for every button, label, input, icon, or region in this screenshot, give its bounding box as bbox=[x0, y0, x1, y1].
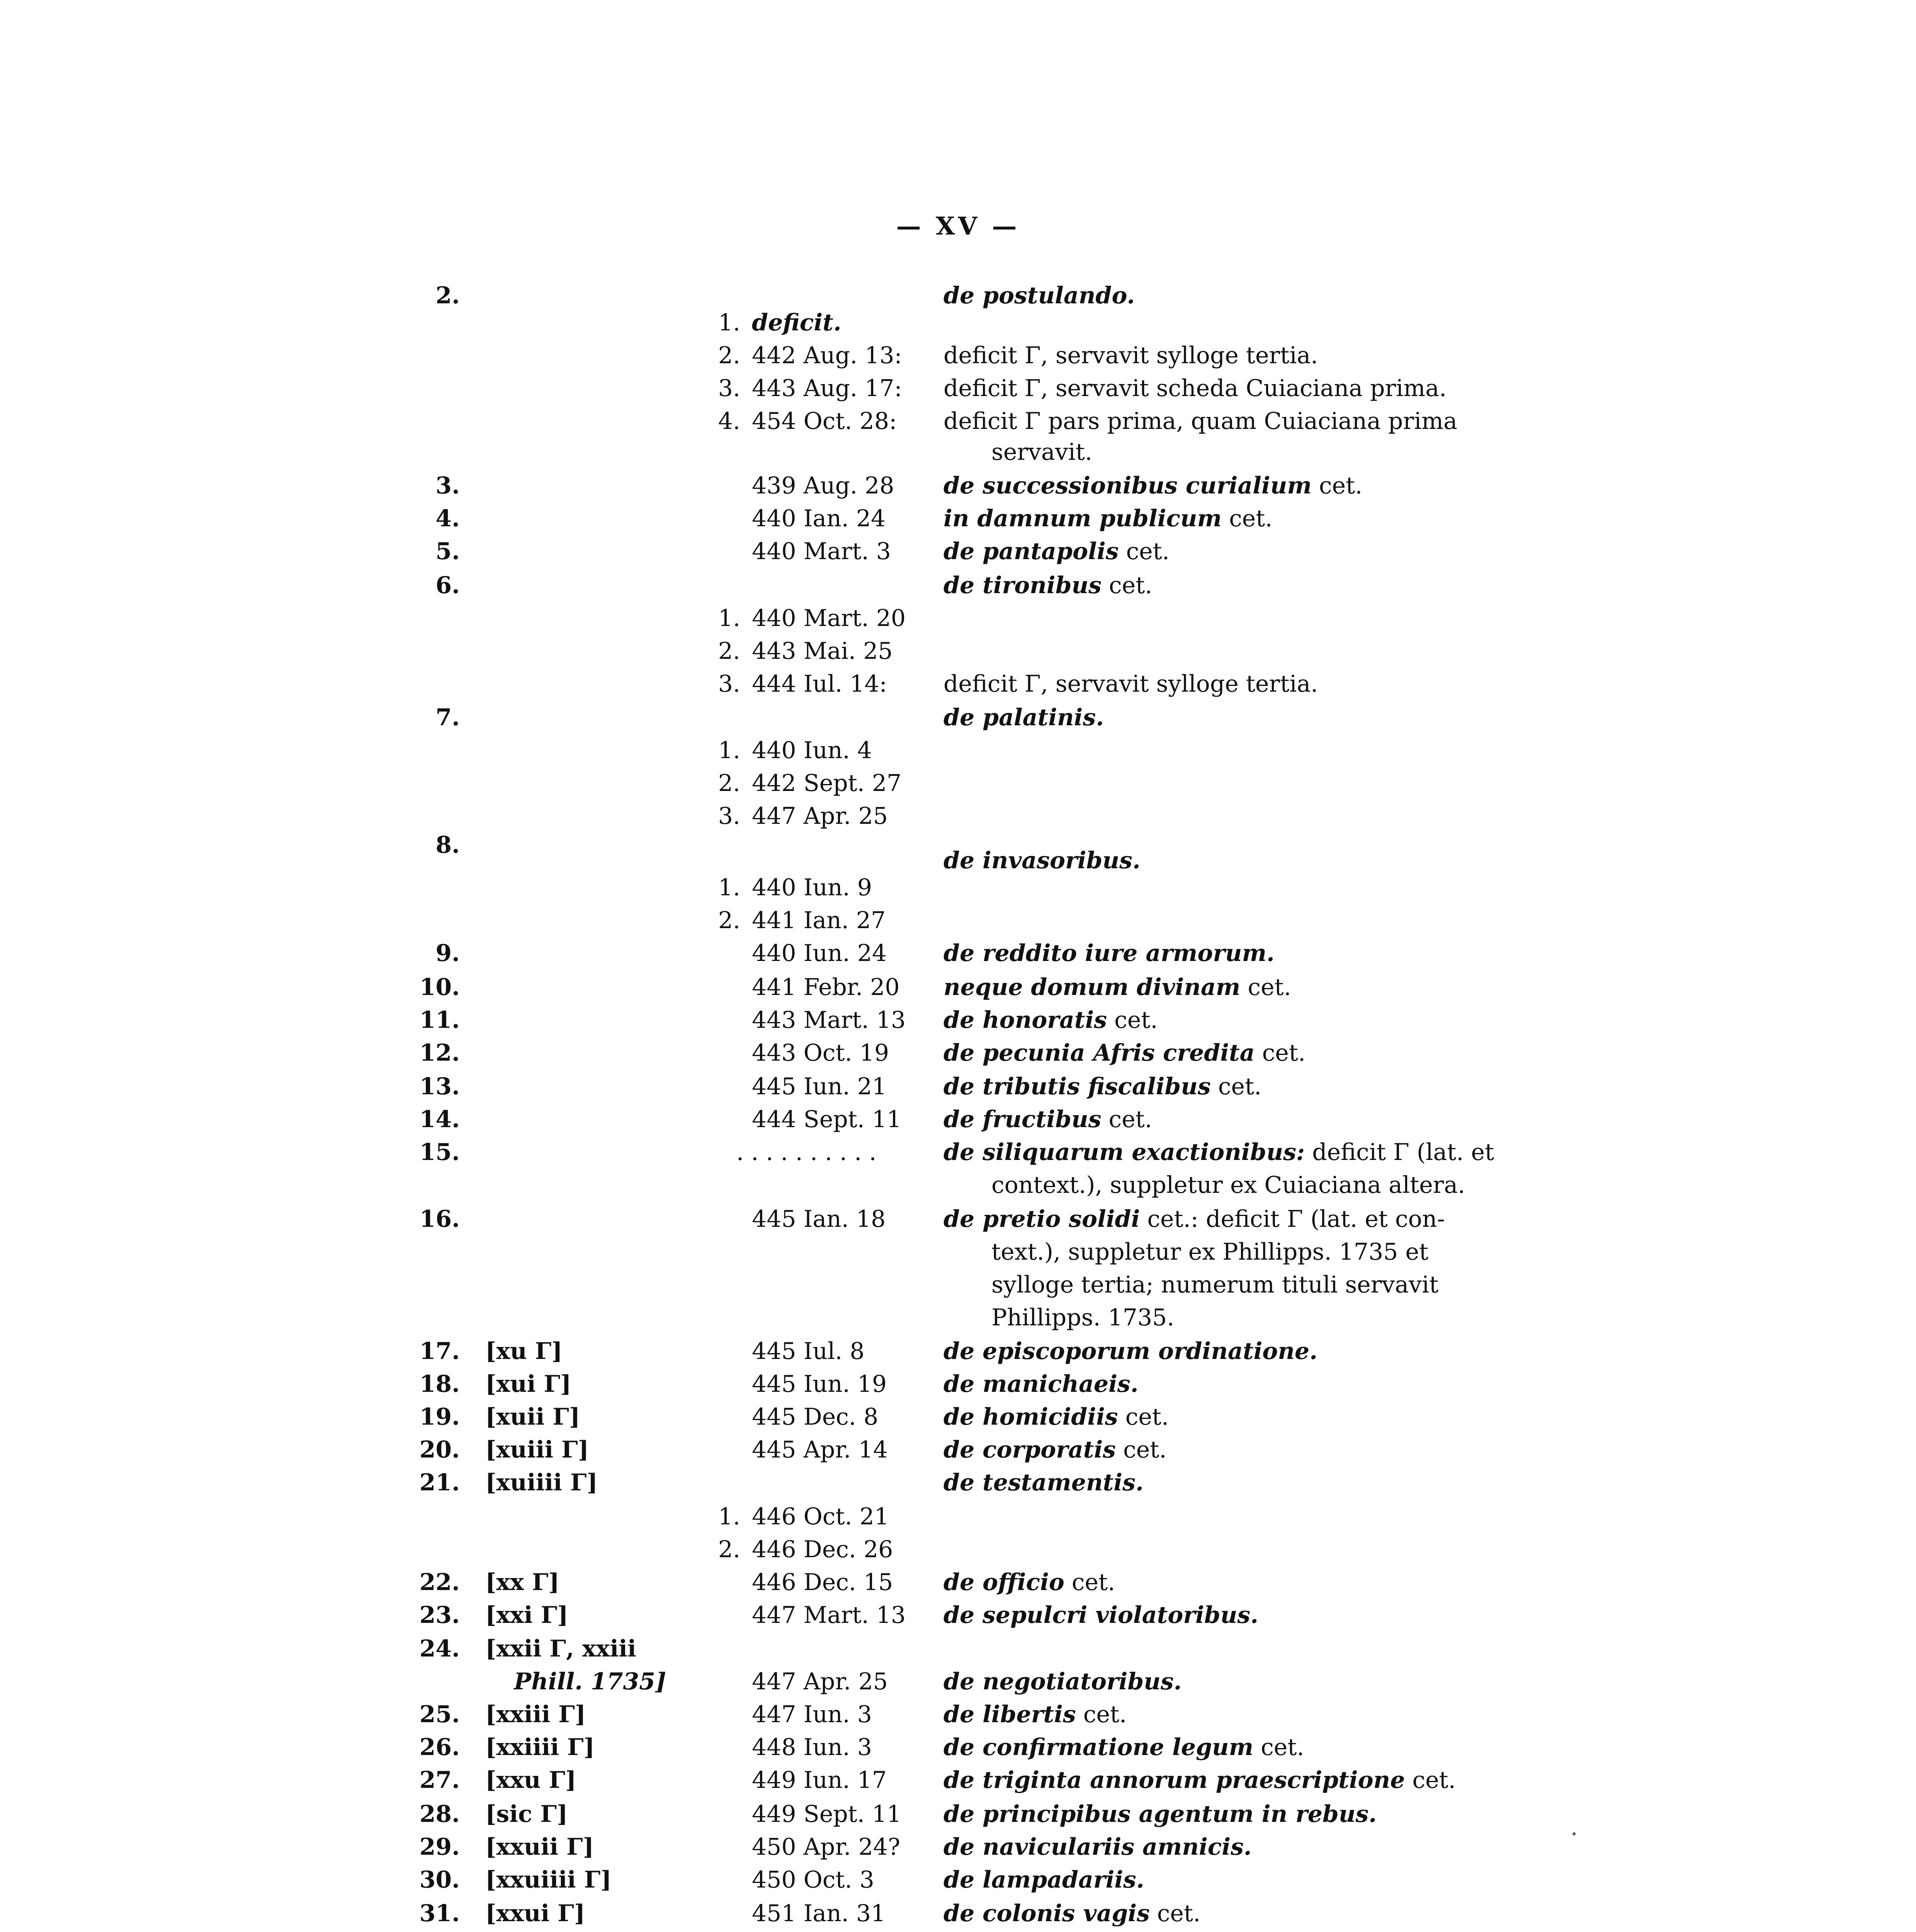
entry-description bbox=[944, 1697, 1127, 1732]
description-title: de colonis vagis bbox=[944, 1900, 1150, 1927]
entry-description bbox=[944, 1367, 1138, 1401]
entry-line bbox=[0, 1168, 1916, 1202]
entry-line bbox=[0, 1565, 1916, 1600]
entry-number: 13. bbox=[419, 1073, 460, 1100]
entry-number: 4. bbox=[435, 505, 460, 532]
entry-number: 23. bbox=[419, 1602, 460, 1629]
entry-description bbox=[944, 1598, 1258, 1633]
description-note: cet. bbox=[1101, 572, 1153, 599]
entry-date: 446 Oct. 21 bbox=[752, 1503, 889, 1530]
entry-number: 16. bbox=[419, 1206, 460, 1233]
gamma-reference: [xxui Γ] bbox=[485, 1900, 585, 1927]
sub-number: 2. bbox=[718, 907, 740, 934]
entry-line bbox=[0, 1499, 1916, 1534]
entry-line bbox=[0, 1598, 1916, 1633]
description-note: cet. bbox=[1118, 1403, 1169, 1430]
sub-number: 4. bbox=[718, 408, 740, 435]
entry-description bbox=[944, 404, 1457, 439]
description-note: cet. bbox=[1149, 1900, 1201, 1927]
description-continuation: sylloge tertia; numerum tituli servavit bbox=[991, 1271, 1439, 1298]
entry-date: 440 Mart. 3 bbox=[752, 538, 891, 565]
entry-number: 17. bbox=[419, 1338, 460, 1365]
entry-date: 443 Mart. 13 bbox=[752, 1007, 906, 1034]
entry-description bbox=[944, 1202, 1445, 1236]
entry-description bbox=[944, 970, 1291, 1005]
entry-line bbox=[0, 1763, 1916, 1798]
description-title: de triginta annorum praescriptione bbox=[944, 1767, 1405, 1794]
entry-line bbox=[0, 936, 1916, 971]
description-note: cet. bbox=[1101, 1106, 1152, 1133]
entry-number: 28. bbox=[419, 1801, 460, 1828]
entry-number: 11. bbox=[419, 1007, 460, 1034]
entry-number: 2. bbox=[435, 282, 460, 309]
entry-line bbox=[0, 371, 1916, 406]
description-note: cet. bbox=[1076, 1701, 1127, 1728]
description-title: de pantapolis bbox=[944, 538, 1119, 565]
sub-number: 2. bbox=[718, 342, 740, 369]
entry-number: 24. bbox=[419, 1635, 460, 1662]
description-title: de episcoporum ordinatione. bbox=[944, 1338, 1318, 1365]
description-title: de confirmatione legum bbox=[944, 1734, 1254, 1761]
entry-description bbox=[944, 1763, 1456, 1798]
entry-date: 445 Iul. 8 bbox=[752, 1338, 865, 1365]
entry-line bbox=[0, 1367, 1916, 1401]
description-title: de testamentis. bbox=[944, 1469, 1144, 1496]
entry-number: 10. bbox=[419, 974, 460, 1001]
entry-line bbox=[0, 1202, 1916, 1236]
sub-number: 3. bbox=[718, 803, 740, 830]
entry-date: 447 Apr. 25 bbox=[752, 1668, 888, 1695]
entry-line bbox=[0, 1929, 1916, 1932]
description-title: de negotiatoribus. bbox=[944, 1668, 1182, 1695]
entry-date-dots: . . . . . . . . . . bbox=[736, 1139, 877, 1166]
entry-line bbox=[0, 468, 1916, 503]
sub-number: 3. bbox=[718, 670, 740, 697]
description-continuation: Phillipps. 1735. bbox=[991, 1304, 1175, 1331]
description-title: de fructibus bbox=[944, 1106, 1102, 1133]
entry-line bbox=[0, 1036, 1916, 1070]
entry-line bbox=[0, 1135, 1916, 1170]
entry-date: 443 Mai. 25 bbox=[752, 638, 893, 665]
entry-number: 7. bbox=[435, 704, 460, 731]
description-title: de postulando. bbox=[944, 282, 1135, 309]
entry-number: 5. bbox=[435, 538, 460, 565]
entry-line bbox=[0, 1862, 1916, 1897]
entry-date: 440 Iun. 4 bbox=[752, 737, 872, 764]
entry-line bbox=[0, 1697, 1916, 1732]
entry-description bbox=[944, 468, 1362, 503]
description-note: deficit Γ, servavit sylloge tertia. bbox=[944, 670, 1318, 697]
entry-line bbox=[0, 766, 1916, 801]
entry-line bbox=[0, 404, 1916, 439]
entry-description bbox=[944, 700, 1104, 735]
entry-line bbox=[0, 733, 1916, 768]
entry-line bbox=[0, 501, 1916, 536]
description-note: deficit Γ pars prima, quam Cuiaciana prima bbox=[944, 408, 1457, 435]
description-note: cet.: deficit Γ (lat. et con- bbox=[1140, 1206, 1445, 1233]
entry-description bbox=[944, 1102, 1152, 1137]
description-title: neque domum divinam bbox=[944, 974, 1241, 1001]
entry-date: 447 Apr. 25 bbox=[752, 803, 888, 830]
gamma-reference: [xxii Γ, xxiii bbox=[485, 1635, 636, 1662]
entry-description bbox=[944, 1069, 1261, 1104]
entry-date: 449 Sept. 11 bbox=[752, 1801, 902, 1828]
entry-number: 29. bbox=[419, 1833, 460, 1861]
description-title: de naviculariis amnicis. bbox=[944, 1833, 1252, 1861]
entry-number: 19. bbox=[419, 1403, 460, 1430]
entry-date: 440 Iun. 9 bbox=[752, 874, 872, 901]
entry-description bbox=[944, 1862, 1144, 1897]
entry-description bbox=[944, 1929, 1203, 1932]
sub-number: 2. bbox=[718, 638, 740, 665]
description-title: de manichaeis. bbox=[944, 1371, 1139, 1398]
description-note: cet. bbox=[1115, 1436, 1167, 1463]
gamma-reference-cont: Phill. 1735] bbox=[514, 1668, 666, 1695]
description-title: de pecunia Afris credita bbox=[944, 1039, 1255, 1066]
sub-number: 3. bbox=[718, 375, 740, 402]
description-continuation: text.), suppletur ex Phillipps. 1735 et bbox=[991, 1238, 1428, 1265]
entry-number: 26. bbox=[419, 1734, 460, 1761]
entry-date: 447 Iun. 3 bbox=[752, 1701, 872, 1728]
gamma-reference: [xui Γ] bbox=[485, 1371, 571, 1398]
entry-line bbox=[0, 601, 1916, 636]
entry-date: 446 Dec. 26 bbox=[752, 1536, 893, 1563]
description-title: de reddito iure armorum. bbox=[944, 940, 1275, 967]
entry-date: 443 Aug. 17: bbox=[752, 375, 902, 402]
gamma-reference: [xxi Γ] bbox=[485, 1602, 568, 1629]
entry-line bbox=[0, 435, 1916, 469]
description-note: cet. bbox=[1210, 1073, 1262, 1100]
entry-line bbox=[0, 1631, 1916, 1666]
entry-number: 8. bbox=[435, 832, 460, 859]
entry-date: 442 Sept. 27 bbox=[752, 770, 902, 797]
description-note: cet. bbox=[1222, 505, 1273, 532]
description-title: de tributis fiscalibus bbox=[944, 1073, 1211, 1100]
entry-line bbox=[0, 1730, 1916, 1765]
entry-description bbox=[944, 1432, 1166, 1467]
entry-description bbox=[944, 568, 1152, 603]
entry-number: 18. bbox=[419, 1371, 460, 1398]
description-continuation: context.), suppletur ex Cuiaciana altera. bbox=[991, 1172, 1465, 1199]
entry-description bbox=[944, 1400, 1169, 1434]
entry-date: 445 Iun. 21 bbox=[752, 1073, 887, 1100]
entry-description bbox=[944, 501, 1272, 536]
entry-line bbox=[0, 1797, 1916, 1832]
entry-number: 9. bbox=[435, 940, 460, 967]
entry-date: 442 Aug. 13: bbox=[752, 342, 902, 369]
entry-number: 14. bbox=[419, 1106, 460, 1133]
sub-number: 1. bbox=[718, 309, 740, 336]
description-title: de honoratis bbox=[944, 1007, 1107, 1034]
entry-date: 445 Ian. 18 bbox=[752, 1206, 886, 1233]
entry-number: 15. bbox=[419, 1139, 460, 1166]
entry-date: 445 Dec. 8 bbox=[752, 1403, 879, 1430]
entry-number: 27. bbox=[419, 1767, 460, 1794]
entry-line bbox=[0, 1334, 1916, 1369]
entry-description bbox=[944, 1896, 1200, 1931]
description-title: de homicidiis bbox=[944, 1403, 1118, 1430]
entry-line bbox=[0, 338, 1916, 373]
description-note: cet. bbox=[1064, 1569, 1115, 1596]
gamma-reference: [sic Γ] bbox=[485, 1801, 568, 1828]
description-note: cet. bbox=[1311, 472, 1363, 499]
gamma-reference: [xxiiii Γ] bbox=[485, 1734, 595, 1761]
entry-date: deficit. bbox=[752, 309, 842, 336]
sub-number: 2. bbox=[718, 1536, 740, 1563]
description-note: cet. bbox=[1119, 538, 1170, 565]
description-note: cet. bbox=[1255, 1039, 1306, 1066]
description-title: in damnum publicum bbox=[944, 505, 1222, 532]
entry-date bbox=[752, 1929, 886, 1932]
sub-number: 2. bbox=[718, 770, 740, 797]
entry-line bbox=[0, 903, 1916, 938]
description-title: de invasoribus. bbox=[944, 847, 1141, 874]
entry-line bbox=[0, 568, 1916, 603]
description-title: de principibus agentum in rebus. bbox=[944, 1801, 1377, 1828]
gamma-reference: [xxuiiii Γ] bbox=[485, 1866, 612, 1893]
entry-date: 445 Apr. 14 bbox=[752, 1436, 888, 1463]
gamma-reference: [xxu Γ] bbox=[485, 1767, 576, 1794]
description-continuation: servavit. bbox=[991, 439, 1092, 466]
entry-line bbox=[0, 1300, 1916, 1335]
entry-description bbox=[944, 1730, 1304, 1765]
entry-line bbox=[0, 970, 1916, 1005]
entry-description bbox=[944, 1797, 1377, 1832]
entry-number: 31. bbox=[419, 1900, 460, 1927]
entry-description bbox=[944, 338, 1318, 373]
description-title: de lampadariis. bbox=[944, 1866, 1144, 1893]
entry-number: 3. bbox=[435, 472, 460, 499]
description-note: deficit Γ, servavit sylloge tertia. bbox=[944, 342, 1318, 369]
entry-date: 439 Aug. 28 bbox=[752, 472, 894, 499]
description-title: de tironibus bbox=[944, 572, 1102, 599]
entry-number: 21. bbox=[419, 1469, 460, 1496]
entry-description bbox=[944, 1664, 1182, 1699]
description-note: cet. bbox=[1253, 1734, 1304, 1761]
entry-date: 447 Mart. 13 bbox=[752, 1602, 906, 1629]
entry-number bbox=[410, 1929, 460, 1932]
sub-number: 1. bbox=[718, 737, 740, 764]
entry-date: 440 Iun. 24 bbox=[752, 940, 887, 967]
entry-date: 444 Iul. 14: bbox=[752, 670, 887, 697]
gamma-reference bbox=[485, 1929, 573, 1932]
entry-date: 450 Apr. 24? bbox=[752, 1833, 901, 1861]
entry-description bbox=[944, 1036, 1306, 1070]
entry-description bbox=[944, 1334, 1318, 1369]
gamma-reference: [xuii Γ] bbox=[485, 1403, 580, 1430]
entry-line bbox=[0, 305, 1916, 340]
entry-line bbox=[0, 667, 1916, 701]
description-note: cet. bbox=[1405, 1767, 1456, 1794]
entry-description bbox=[944, 1830, 1252, 1864]
entry-line bbox=[0, 1003, 1916, 1037]
entry-number: 20. bbox=[419, 1436, 460, 1463]
entry-line bbox=[0, 700, 1916, 735]
entry-line bbox=[0, 1267, 1916, 1302]
description-title: de siliquarum exactionibus: bbox=[944, 1139, 1305, 1166]
entry-number: 22. bbox=[419, 1569, 460, 1596]
entry-date: 441 Ian. 27 bbox=[752, 907, 886, 934]
gamma-reference: [xxiii Γ] bbox=[485, 1701, 586, 1728]
entry-line bbox=[0, 1664, 1916, 1699]
entry-line bbox=[0, 634, 1916, 668]
entry-description bbox=[944, 1565, 1115, 1600]
entry-date: 440 Mart. 20 bbox=[752, 605, 906, 632]
entry-line bbox=[0, 1896, 1916, 1931]
entry-number: 25. bbox=[419, 1701, 460, 1728]
entry-date: 449 Iun. 17 bbox=[752, 1767, 887, 1794]
description-title: de successionibus curialium bbox=[944, 472, 1312, 499]
description-title: de officio bbox=[944, 1569, 1064, 1596]
entry-description bbox=[944, 936, 1275, 971]
sub-number: 1. bbox=[718, 605, 740, 632]
entry-line bbox=[0, 1830, 1916, 1864]
gamma-reference: [xuiiii Γ] bbox=[485, 1469, 598, 1496]
entry-description bbox=[944, 1465, 1144, 1500]
gamma-reference: [xx Γ] bbox=[485, 1569, 559, 1596]
entry-date: 454 Oct. 28: bbox=[752, 408, 897, 435]
sub-number: 1. bbox=[718, 874, 740, 901]
entry-line bbox=[0, 1465, 1916, 1500]
entry-line bbox=[0, 1102, 1916, 1137]
entry-line bbox=[0, 1235, 1916, 1269]
entry-line bbox=[0, 1432, 1916, 1467]
entry-description bbox=[944, 1135, 1494, 1170]
entry-description bbox=[944, 1003, 1158, 1037]
entry-date: 450 Oct. 3 bbox=[752, 1866, 874, 1893]
entry-date: 451 Ian. 31 bbox=[752, 1900, 886, 1927]
entry-line bbox=[0, 534, 1916, 569]
sub-number: 1. bbox=[718, 1503, 740, 1530]
entry-line bbox=[0, 1400, 1916, 1434]
entry-date: 448 Iun. 3 bbox=[752, 1734, 872, 1761]
gamma-reference: [xxuii Γ] bbox=[485, 1833, 594, 1861]
entry-number: 12. bbox=[419, 1039, 460, 1066]
entry-description bbox=[944, 371, 1447, 406]
entry-number: 6. bbox=[435, 572, 460, 599]
description-note: cet. bbox=[1107, 1007, 1158, 1034]
entry-date: 440 Ian. 24 bbox=[752, 505, 886, 532]
entry-line bbox=[0, 1069, 1916, 1104]
entry-description bbox=[944, 534, 1170, 569]
description-note: deficit Γ (lat. et bbox=[1305, 1139, 1494, 1166]
entry-date: 443 Oct. 19 bbox=[752, 1039, 889, 1066]
description-title: de palatinis. bbox=[944, 704, 1104, 731]
description-title: de corporatis bbox=[944, 1436, 1116, 1463]
stray-dot bbox=[1573, 1832, 1576, 1835]
entry-date: 441 Febr. 20 bbox=[752, 974, 900, 1001]
gamma-reference: [xu Γ] bbox=[485, 1338, 563, 1365]
description-title: de sepulcri violatoribus. bbox=[944, 1602, 1258, 1629]
gamma-reference: [xuiii Γ] bbox=[485, 1436, 589, 1463]
entry-line bbox=[0, 1532, 1916, 1567]
description-note: deficit Γ, servavit scheda Cuiaciana prima. bbox=[944, 375, 1447, 402]
entry-description bbox=[944, 667, 1318, 701]
description-title: de pretio solidi bbox=[944, 1206, 1140, 1233]
entry-number: 30. bbox=[419, 1866, 460, 1893]
entry-date: 445 Iun. 19 bbox=[752, 1371, 887, 1398]
entry-line bbox=[0, 870, 1916, 905]
description-note: cet. bbox=[1240, 974, 1291, 1001]
entry-date: 446 Dec. 15 bbox=[752, 1569, 893, 1596]
page-title: — XV — bbox=[896, 212, 1020, 241]
description-title: de libertis bbox=[944, 1701, 1076, 1728]
entry-date: 444 Sept. 11 bbox=[752, 1106, 902, 1133]
